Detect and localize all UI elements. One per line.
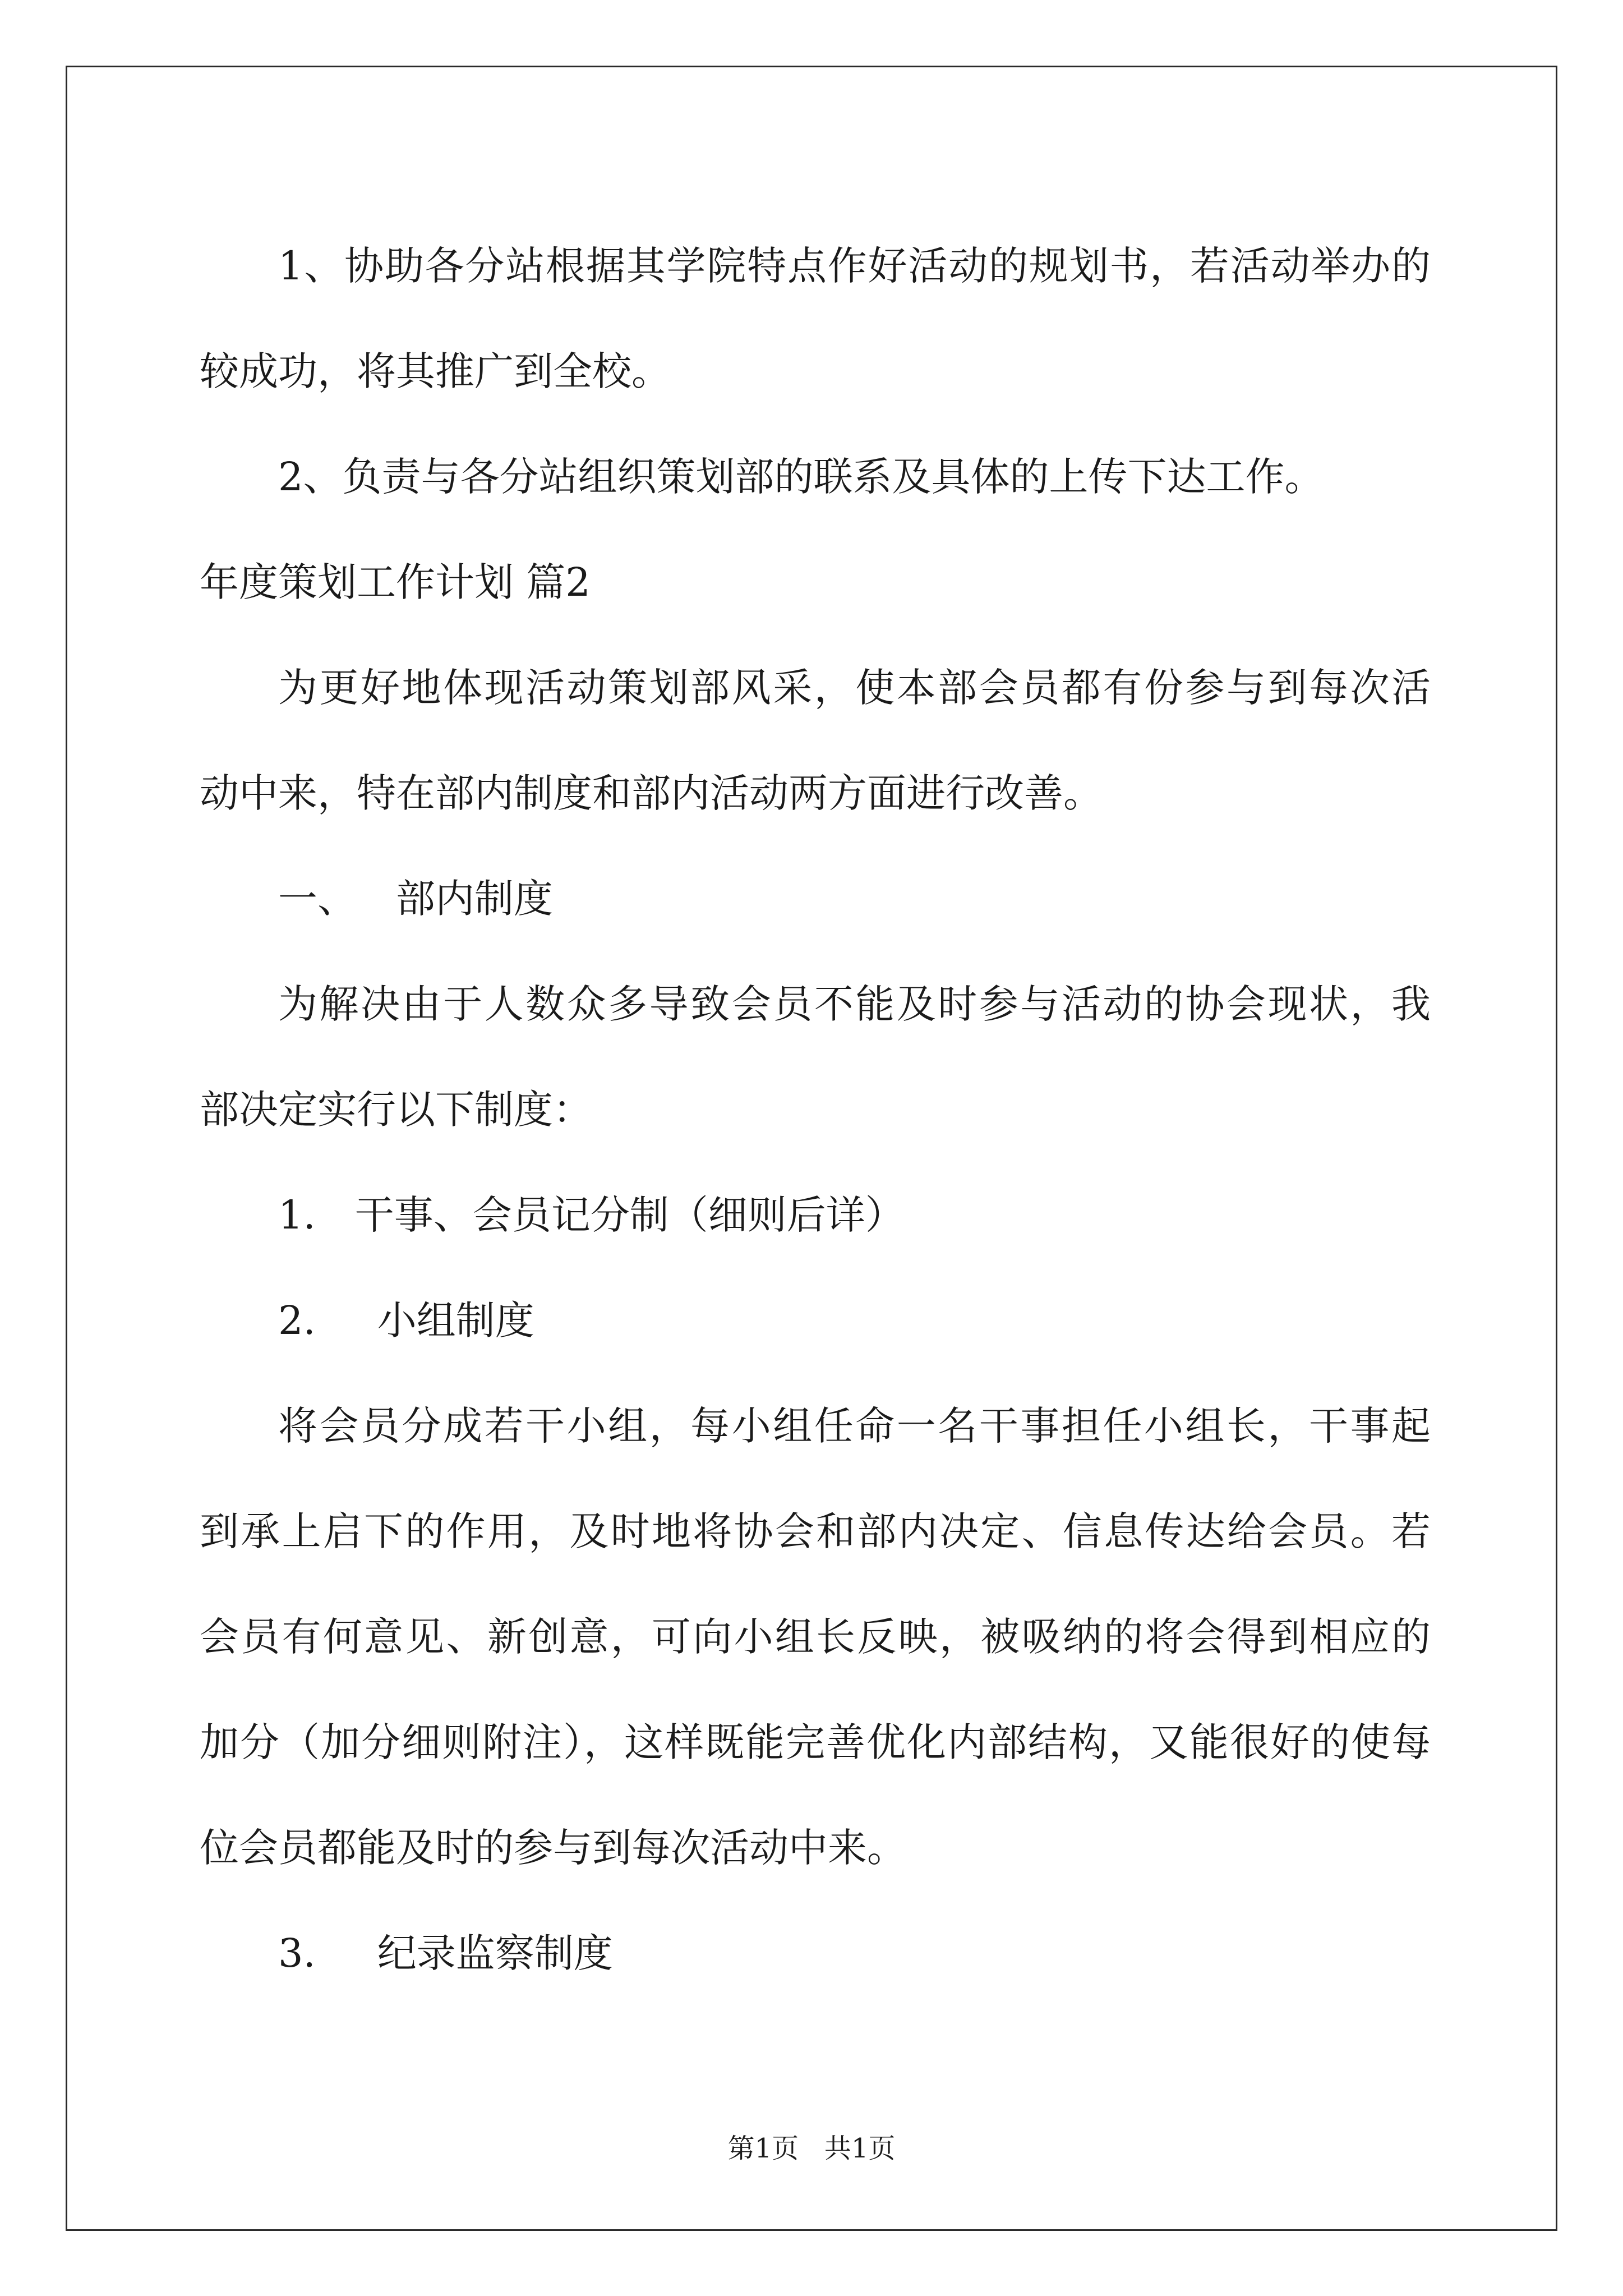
- paragraph-4-line-1: 为解决由于人数众多导致会员不能及时参与活动的协会现状，我: [278, 981, 1431, 1027]
- list-item-3-number: 3.: [278, 1930, 316, 1976]
- paragraph-5-line-2: 到承上启下的作用，及时地将协会和部内决定、信息传达给会员。若: [200, 1508, 1431, 1554]
- list-item-2: [200, 1268, 1431, 1373]
- paragraph-3-line-2: 动中来，特在部内制度和部内活动两方面进行改善。: [200, 770, 1103, 816]
- section-heading: 年度策划工作计划 篇2: [200, 559, 591, 605]
- subsection-1-title: 部内制度: [396, 876, 553, 922]
- list-item-3: [200, 1901, 1431, 2006]
- paragraph-2: 2、负责与各分站组织策划部的联系及具体的上传下达工作。: [278, 454, 1324, 500]
- list-item-1-text: 干事、会员记分制（细则后详）: [354, 1192, 905, 1238]
- page-number: 第1页: [727, 2133, 799, 2164]
- page-total: 共1页: [824, 2133, 896, 2164]
- list-item-1-number: 1.: [278, 1192, 316, 1238]
- paragraph-1-line-1: 1、协助各分站根据其学院特点作好活动的规划书，若活动举办的: [278, 243, 1431, 289]
- list-item-1: [200, 1162, 1431, 1268]
- subsection-1-number: 一、: [278, 876, 357, 922]
- subsection-1: [200, 846, 1431, 951]
- paragraph-5-line-3: 会员有何意见、新创意，可向小组长反映，被吸纳的将会得到相应的: [200, 1614, 1431, 1660]
- paragraph-4-line-2: 部决定实行以下制度：: [200, 1087, 592, 1133]
- paragraph-5-line-5: 位会员都能及时的参与到每次活动中来。: [200, 1825, 906, 1871]
- paragraph-1-line-2: 较成功，将其推广到全校。: [200, 348, 671, 394]
- paragraph-5-line-1: 将会员分成若干小组，每小组任命一名干事担任小组长，干事起: [278, 1403, 1431, 1449]
- list-item-2-number: 2.: [278, 1297, 316, 1343]
- paragraph-3-line-1: 为更好地体现活动策划部风采，使本部会员都有份参与到每次活: [278, 665, 1431, 711]
- paragraph-5-line-4: 加分（加分细则附注），这样既能完善优化内部结构，又能很好的使每: [200, 1719, 1431, 1765]
- list-item-3-text: 纪录监察制度: [377, 1930, 613, 1976]
- list-item-2-text: 小组制度: [377, 1297, 534, 1343]
- page-footer: [0, 2132, 1623, 2165]
- document-body: [200, 213, 1431, 2006]
